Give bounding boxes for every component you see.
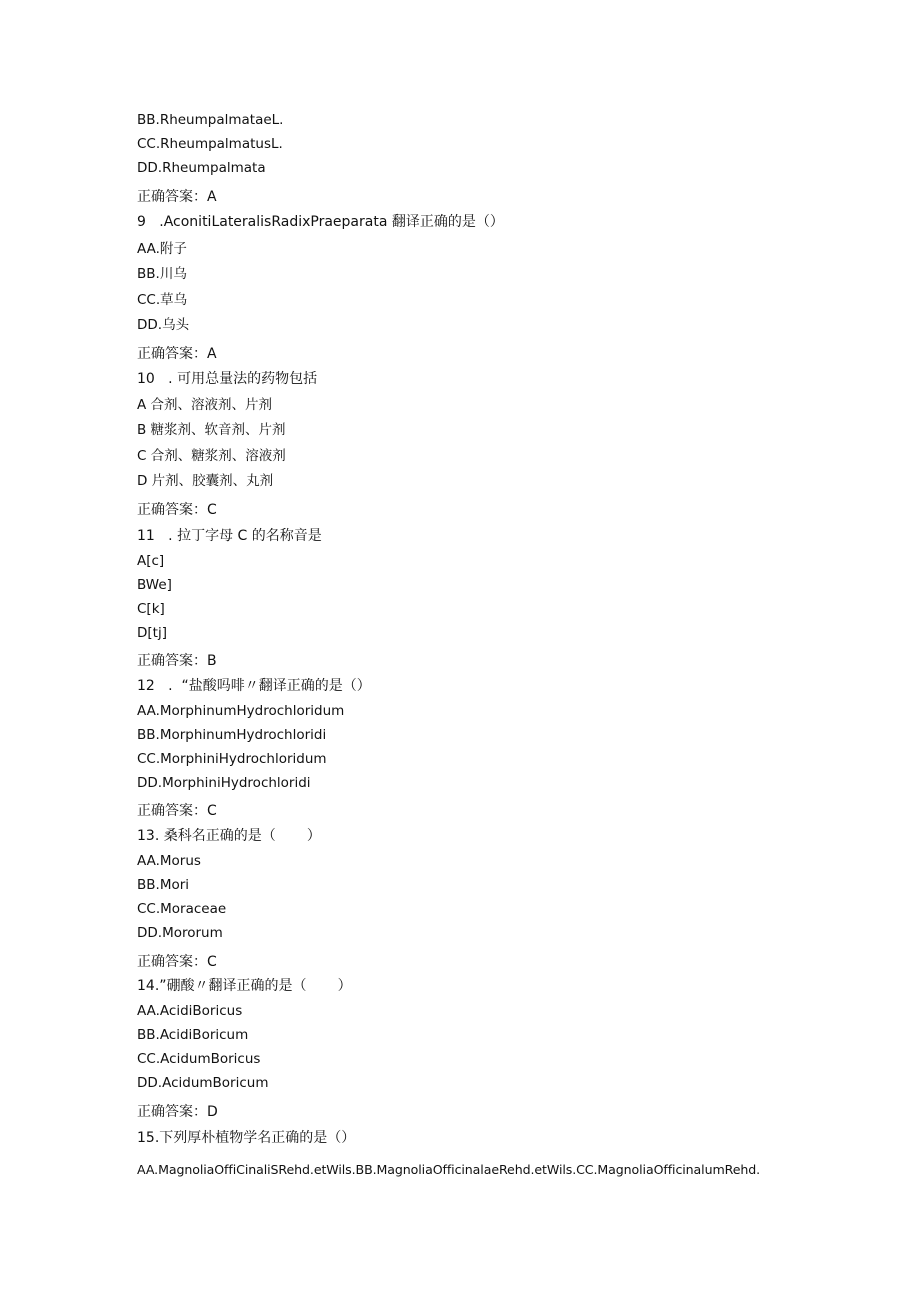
question-line: 13. 桑科名正确的是（ ） [137,828,321,844]
option-line: AA.MorphinumHydrochloridum [137,703,345,719]
option-line: AA.Morus [137,853,201,869]
option-line: DD.MorphiniHydrochloridi [137,775,311,791]
option-line: A[c] [137,553,165,569]
option-line: AA.AcidiBoricus [137,1003,243,1019]
option-line: D 片剂、胶囊剂、丸剂 [137,473,274,489]
answer-line: 正确答案：D [137,1104,218,1120]
option-line: BB.MorphinumHydrochloridi [137,727,327,743]
option-line: C[k] [137,601,165,617]
option-line: CC.MorphiniHydrochloridum [137,751,327,767]
option-line: DD.乌头 [137,317,190,333]
question-line: 11 . 拉丁字母 C 的名称音是 [137,528,322,544]
option-line: BB.Mori [137,877,190,893]
answer-line: 正确答案：B [137,653,217,669]
question-line: 15.下列厚朴植物学名正确的是（） [137,1130,356,1146]
option-line: BB.川乌 [137,266,187,282]
answer-line: 正确答案：C [137,954,217,970]
option-line: DD.Mororum [137,925,223,941]
answer-line: 正确答案：A [137,189,217,205]
answer-line: 正确答案：C [137,502,217,518]
question-line: 10 . 可用总量法的药物包括 [137,371,318,387]
question-line: 12 . “盐酸吗啡〃翻译正确的是（） [137,678,371,694]
option-line: CC.RheumpalmatusL. [137,136,283,152]
option-line: BWe] [137,577,172,593]
option-line: BB.RheumpalmataeL. [137,112,284,128]
option-line: AA.MagnoliaOffiCinaliSRehd.etWils.BB.MagnoliaOfficinalaeRehd.etWils.CC.MagnoliaOfficinalumRehd. [137,1162,761,1177]
question-line: 14.”硼酸〃翻译正确的是（ ） [137,978,352,994]
option-line: DD.AcidumBoricum [137,1075,269,1091]
option-line: CC.Moraceae [137,901,227,917]
answer-line: 正确答案：A [137,346,217,362]
option-line: CC.AcidumBoricus [137,1051,261,1067]
question-line: 9 .AconitiLateralisRadixPraeparata 翻译正确的是（） [137,214,504,230]
option-line: C 合剂、糖浆剂、溶液剂 [137,448,286,464]
option-line: CC.草乌 [137,292,188,308]
answer-line: 正确答案：C [137,803,217,819]
option-line: DD.Rheumpalmata [137,160,266,176]
option-line: AA.附子 [137,241,187,257]
option-line: A 合剂、溶液剂、片剂 [137,397,273,413]
option-line: BB.AcidiBoricum [137,1027,249,1043]
option-line: D[tj] [137,625,167,641]
option-line: B 糖浆剂、软音剂、片剂 [137,422,286,438]
